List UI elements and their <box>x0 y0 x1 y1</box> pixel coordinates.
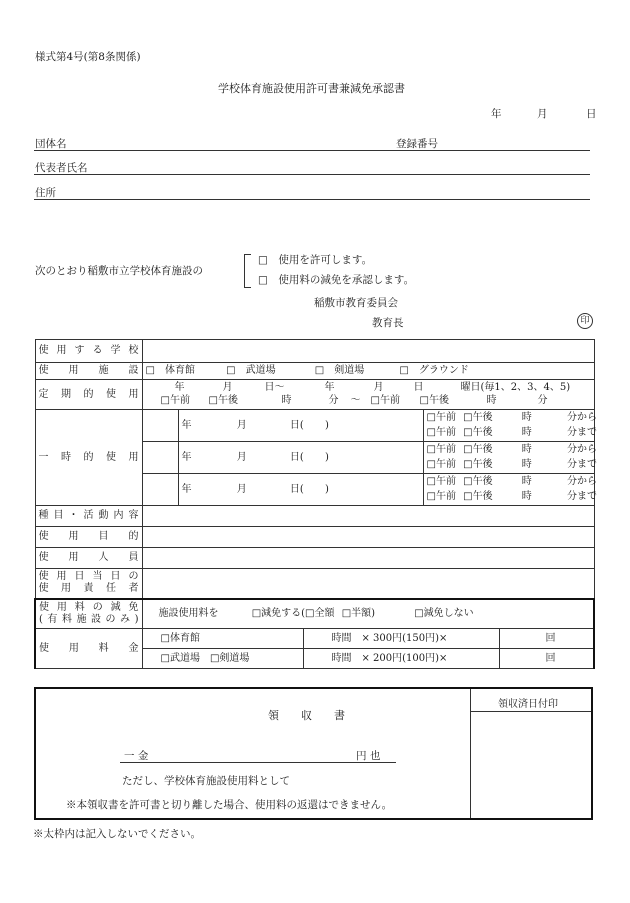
facility-options <box>142 363 594 380</box>
official-title: 教育長 <box>372 317 404 329</box>
temp1-from[interactable] <box>423 410 597 426</box>
temp3-to[interactable] <box>423 490 597 506</box>
representative-label: 代表者氏名 <box>35 162 88 174</box>
fee-budo-count: 回 <box>499 649 594 669</box>
responsible-label <box>35 569 142 599</box>
temp3-from[interactable] <box>423 474 597 490</box>
temporary-use-label: 一時的使用 <box>35 410 142 506</box>
temp3-to-am[interactable]: □午前 <box>426 491 456 503</box>
fee-gym-count: 回 <box>499 629 594 649</box>
approval-option-permit[interactable]: □ 使用を許可します。 <box>258 254 373 266</box>
temp2-date[interactable] <box>178 442 423 474</box>
regular-end-minute: 分 <box>537 394 548 406</box>
regular-start-pm[interactable]: □午後 <box>208 394 238 406</box>
temp2-month: 月 <box>236 451 247 463</box>
temp3-year: 年 <box>181 483 192 495</box>
reduction-apply-checkbox[interactable]: □減免する(□全額 <box>251 607 335 619</box>
fee-gym-checkbox[interactable]: □体育館 <box>142 629 303 649</box>
stamp-label: 領収済日付印 <box>498 699 558 710</box>
reduction-options <box>142 599 594 629</box>
event-input[interactable] <box>142 506 594 527</box>
people-input[interactable] <box>142 548 594 569</box>
temp1-weekday-close: ) <box>324 419 329 431</box>
regular-start-minute: 分 <box>328 394 339 406</box>
address-line[interactable] <box>34 199 590 200</box>
reduction-none-checkbox[interactable]: □減免しない <box>414 607 474 619</box>
fee-label: 使用料金 <box>35 629 142 669</box>
temp1-to-am[interactable]: □午前 <box>426 427 456 439</box>
regular-end-year: 年 <box>324 381 335 393</box>
temp3-month: 月 <box>236 483 247 495</box>
amount-prefix: 一 金 <box>124 750 149 762</box>
reduction-label <box>35 599 142 629</box>
amount-suffix: 円 也 <box>356 750 381 762</box>
school-label: 使用する学校 <box>35 340 142 363</box>
receipt-title: 領 収 書 <box>268 709 345 722</box>
purpose-input[interactable] <box>142 527 594 548</box>
regular-use-fields[interactable] <box>142 380 594 410</box>
issuer: 稲敷市教育委員会 <box>314 297 398 309</box>
facility-label: 使用施設 <box>35 363 142 380</box>
temp2-year: 年 <box>181 451 192 463</box>
temp3-from-hour: 時 <box>521 475 532 487</box>
temp1-to[interactable] <box>423 426 597 442</box>
form-number: 様式第4号(第8条関係) <box>35 51 141 63</box>
temp3-to-hour: 時 <box>521 491 532 503</box>
regular-start-year: 年 <box>174 381 185 393</box>
temp2-spacer <box>142 442 178 474</box>
date-year-label: 年 <box>491 108 502 120</box>
event-label: 種目・活動内容 <box>35 506 142 527</box>
regular-use-label: 定期的使用 <box>35 380 142 410</box>
regular-end-am[interactable]: □午前 <box>370 394 400 406</box>
fee-budo-kendo-checkbox[interactable]: □武道場 □剣道場 <box>142 649 303 669</box>
temp2-from-hour: 時 <box>521 443 532 455</box>
date-month-label: 月 <box>537 108 548 120</box>
temp1-year: 年 <box>181 419 192 431</box>
regular-weekday: 曜日(毎1、2、3、4、5) <box>460 381 571 393</box>
facility-gym-checkbox[interactable]: □ 体育館 <box>145 365 195 376</box>
temp2-day: 日( <box>289 451 304 463</box>
regular-end-month: 月 <box>373 381 384 393</box>
address-label: 住所 <box>35 187 56 199</box>
footer-note: ※太枠内は記入しないでください。 <box>33 828 201 840</box>
receipt-note: ただし、学校体育施設使用料として <box>122 775 290 787</box>
registration-number-label: 登録番号 <box>396 138 438 150</box>
temp1-from-pm[interactable]: □午後 <box>463 411 493 423</box>
temp1-day: 日( <box>289 419 304 431</box>
temp1-from-hour: 時 <box>521 411 532 423</box>
approval-intro: 次のとおり稲敷市立学校体育施設の <box>35 265 203 277</box>
temp2-to-pm[interactable]: □午後 <box>463 459 493 471</box>
regular-start-day: 日〜 <box>264 381 285 393</box>
temp1-to-minute: 分まで <box>566 427 597 439</box>
responsible-input[interactable] <box>142 569 594 599</box>
document-title: 学校体育施設使用許可書兼減免承認書 <box>218 82 405 95</box>
people-label: 使用人員 <box>35 548 142 569</box>
temp1-spacer <box>142 410 178 442</box>
temp2-to[interactable] <box>423 458 597 474</box>
group-name-line[interactable] <box>34 150 590 151</box>
regular-end-pm[interactable]: □午後 <box>419 394 449 406</box>
reduction-label-line2: (有料施設のみ) <box>39 613 139 625</box>
temp2-to-minute: 分まで <box>566 459 597 471</box>
temp3-day: 日( <box>289 483 304 495</box>
temp2-to-hour: 時 <box>521 459 532 471</box>
reduction-label-line1: 使用料の減免 <box>39 601 139 613</box>
temp1-to-pm[interactable]: □午後 <box>463 427 493 439</box>
temp3-weekday-close: ) <box>324 483 329 495</box>
amount-line[interactable] <box>120 762 396 763</box>
receipt-section <box>34 687 593 820</box>
reduction-text: 施設使用料を <box>158 607 219 619</box>
temp1-month: 月 <box>236 419 247 431</box>
regular-start-am[interactable]: □午前 <box>160 394 190 406</box>
temp1-to-hour: 時 <box>521 427 532 439</box>
regular-start-month: 月 <box>222 381 233 393</box>
temp3-to-minute: 分まで <box>566 491 597 503</box>
receipt-warning: ※本領収書を許可書と切り離した場合、使用料の返還はできません。 <box>66 799 393 811</box>
fee-budo-calc: 時間 × 200円(100円)× <box>303 649 499 669</box>
temp3-from-am[interactable]: □午前 <box>426 475 456 487</box>
application-table <box>34 339 595 669</box>
temp1-from-am[interactable]: □午前 <box>426 411 456 423</box>
regular-tilde: 〜 <box>350 394 361 406</box>
regular-end-hour: 時 <box>486 394 497 406</box>
temp3-from-pm[interactable]: □午後 <box>463 475 493 487</box>
responsible-label-line2: 使用責任者 <box>38 583 139 595</box>
responsible-label-line1: 使用日当日の <box>38 571 139 583</box>
temp3-from-minute: 分から <box>566 475 597 487</box>
temp3-date[interactable] <box>178 474 423 506</box>
temp2-from[interactable] <box>423 442 597 458</box>
regular-end-day: 日 <box>413 381 424 393</box>
temp2-from-minute: 分から <box>566 443 597 455</box>
facility-budo-checkbox[interactable]: □ 武道場 <box>226 365 276 376</box>
group-name-label: 団体名 <box>35 138 67 150</box>
temp2-from-pm[interactable]: □午後 <box>463 443 493 455</box>
temp2-weekday-close: ) <box>324 451 329 463</box>
purpose-label: 使用目的 <box>35 527 142 548</box>
fee-gym-calc: 時間 × 300円(150円)× <box>303 629 499 649</box>
approval-bracket <box>244 254 251 288</box>
temp1-from-minute: 分から <box>566 411 597 423</box>
approval-option-reduction[interactable]: □ 使用料の減免を承認します。 <box>258 274 415 286</box>
facility-kendo-checkbox[interactable]: □ 剣道場 <box>314 365 365 376</box>
temp1-date[interactable] <box>178 410 423 442</box>
seal-mark: 印 <box>577 313 593 329</box>
reduction-half-checkbox[interactable]: □半額) <box>341 607 376 619</box>
temp2-to-am[interactable]: □午前 <box>426 459 456 471</box>
representative-line[interactable] <box>34 174 590 175</box>
temp3-to-pm[interactable]: □午後 <box>463 491 493 503</box>
date-day-label: 日 <box>586 108 597 120</box>
temp3-spacer <box>142 474 178 506</box>
stamp-area[interactable] <box>470 712 591 818</box>
regular-start-hour: 時 <box>281 394 292 406</box>
facility-ground-checkbox[interactable]: □ グラウンド <box>399 365 469 376</box>
temp2-from-am[interactable]: □午前 <box>426 443 456 455</box>
school-input[interactable] <box>142 340 594 363</box>
